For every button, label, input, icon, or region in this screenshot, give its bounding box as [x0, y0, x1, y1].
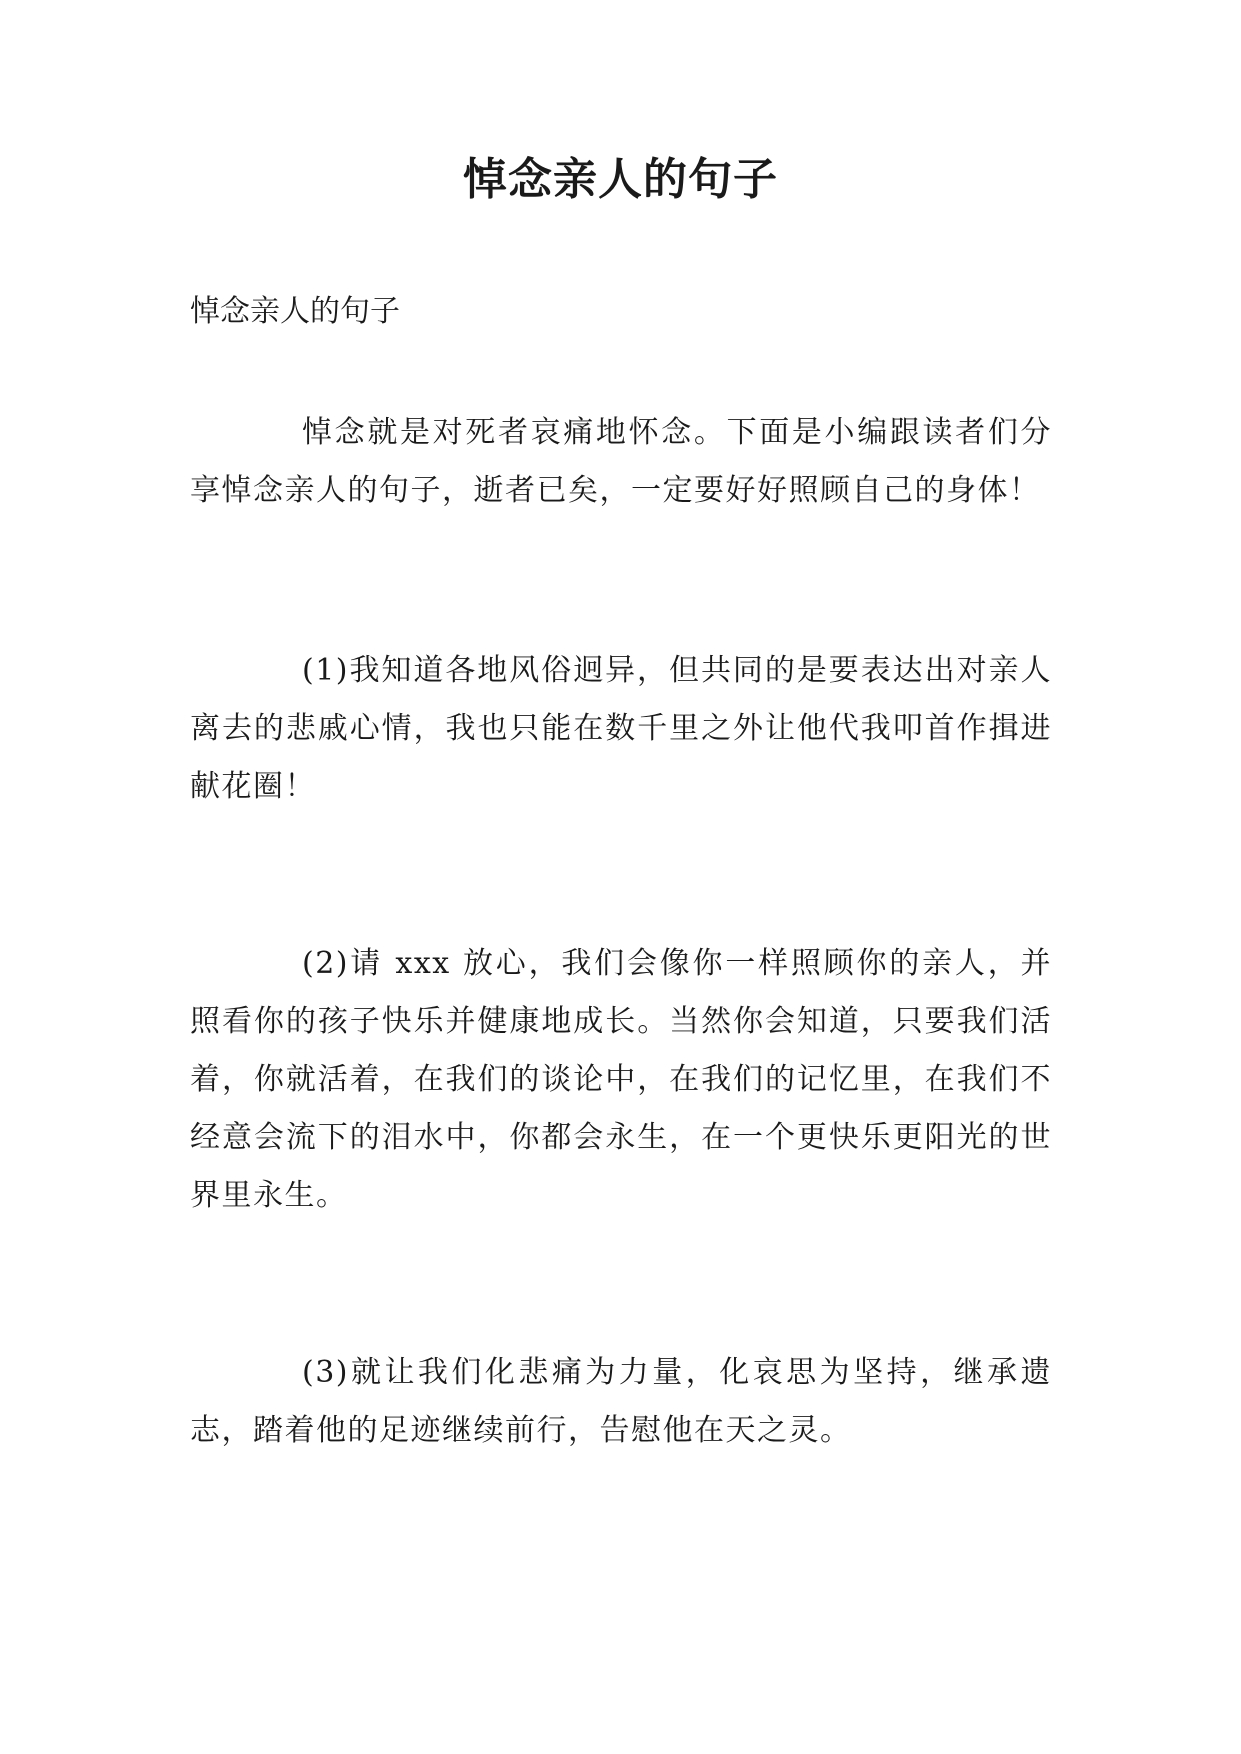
quote-paragraph-2: (2)请 xxx 放心，我们会像你一样照顾你的亲人，并照看你的孩子快乐并健康地成长。当然你会知道，只要我们活着，你就活着，在我们的谈论中，在我们的记忆里，在我们不经意会流下的泪水中，你都会永生，在一个更快乐更阳光的世界里永生。: [190, 946, 1052, 1213]
intro-paragraph: 悼念就是对死者哀痛地怀念。下面是小编跟读者们分享悼念亲人的句子，逝者已矣，一定要好好照顾自己的身体！: [190, 415, 1052, 508]
quote-paragraph-1: (1)我知道各地风俗迥异，但共同的是要表达出对亲人离去的悲戚心情，我也只能在数千里之外让他代我叩首作揖进献花圈！: [190, 653, 1052, 804]
document-subtitle: 悼念亲人的句子: [190, 294, 400, 329]
quote-paragraph-3: (3)就让我们化悲痛为力量，化哀思为坚持，继承遗志，踏着他的足迹继续前行，告慰他在天之灵。: [190, 1355, 1052, 1448]
document-title: 悼念亲人的句子: [463, 154, 778, 205]
